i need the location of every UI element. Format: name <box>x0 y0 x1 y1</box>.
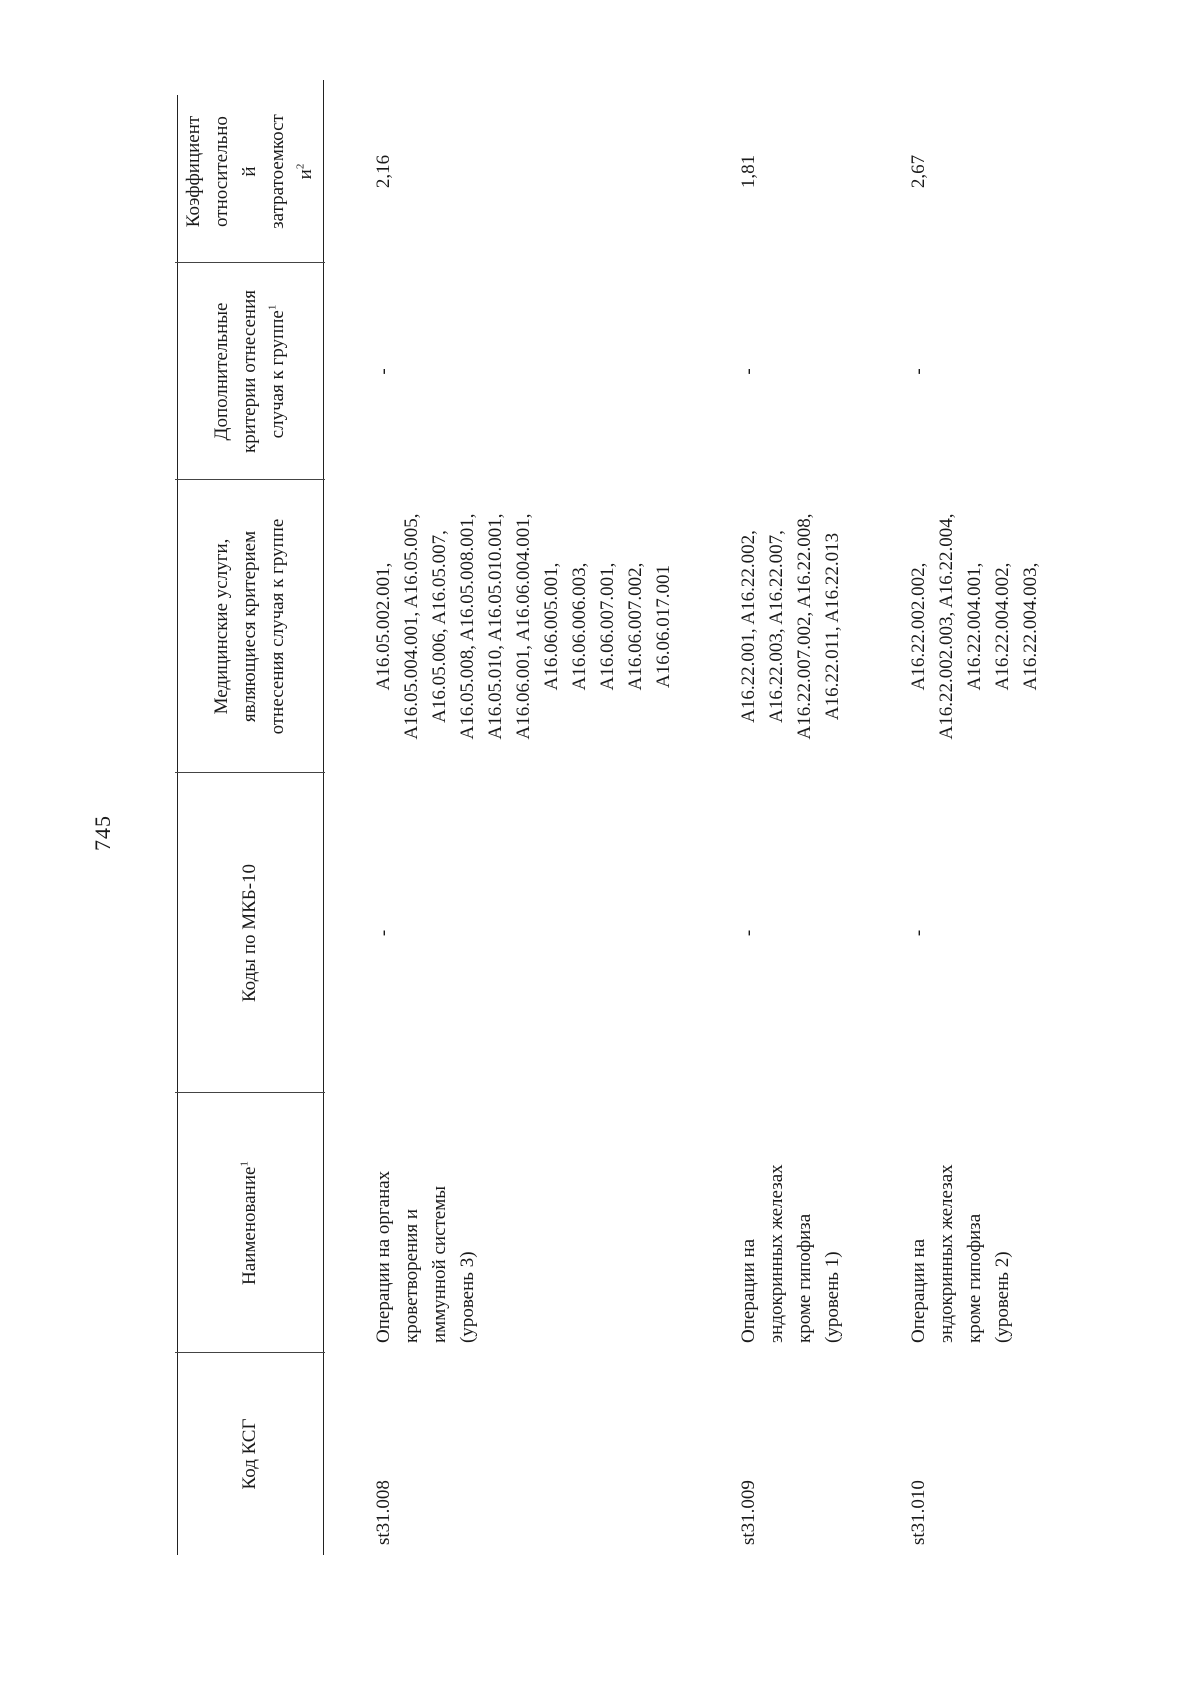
extra-criteria: - <box>908 368 929 375</box>
header-line: случая к группе$^1$ <box>266 304 288 439</box>
header-line: Коэффициент <box>183 115 204 228</box>
header-line: являющиеся критерием <box>239 530 260 723</box>
ksg-code: st31.009 <box>738 1480 759 1545</box>
medical-services <box>905 470 1045 783</box>
name-line: (уровень 1) <box>822 1251 843 1343</box>
service-line: A16.06.017.001 <box>653 565 674 688</box>
service-line: A16.05.002.001, <box>373 562 394 691</box>
name-line: Операции на органах <box>373 1170 394 1343</box>
header-name <box>179 1093 321 1353</box>
ksg-name <box>735 1093 847 1343</box>
service-line: A16.05.004.001, A16.05.005, <box>401 513 422 740</box>
service-line: A16.22.007.002, A16.22.008, <box>794 513 815 740</box>
service-line: A16.22.003, A16.22.007, <box>766 530 787 723</box>
footnote-marker: 1 <box>266 304 279 311</box>
name-line: кроме гипофиза <box>964 1213 985 1343</box>
name-line: эндокринных железах <box>766 1164 787 1343</box>
header-line: Дополнительные <box>211 302 232 441</box>
name-line: (уровень 3) <box>457 1251 478 1343</box>
header-line: отнесения случая к группе <box>267 518 288 735</box>
mkb-codes: - <box>738 929 759 937</box>
service-line: A16.06.007.002, <box>625 562 646 691</box>
name-line: кроветворения и <box>401 1208 422 1343</box>
name-line: Операции на <box>738 1238 759 1343</box>
header-services <box>179 480 321 773</box>
ksg-code: st31.010 <box>908 1480 929 1545</box>
service-line: A16.05.010, A16.05.010.001, <box>485 513 506 740</box>
cost-coefficient: 1,81 <box>738 154 759 189</box>
service-line: A16.22.004.003, <box>1020 562 1041 691</box>
name-line: эндокринных железах <box>936 1164 957 1343</box>
mkb-codes: - <box>908 929 929 937</box>
header-line: затратоемкост <box>267 114 288 229</box>
header-line: $и^2$ <box>294 163 316 180</box>
service-line: A16.22.004.001, <box>964 562 985 691</box>
header-line: Код КСГ <box>239 1418 260 1490</box>
service-line: A16.06.006.003, <box>569 562 590 691</box>
cost-coefficient: 2,67 <box>908 154 929 189</box>
header-line: относительно <box>211 116 232 227</box>
ksg-name <box>370 1093 482 1343</box>
service-line: A16.22.011, A16.22.013 <box>822 532 843 721</box>
mkb-codes: - <box>373 929 394 937</box>
footnote-marker: 2 <box>294 163 307 170</box>
name-line: кроме гипофиза <box>794 1213 815 1343</box>
service-line: A16.06.005.001, <box>541 562 562 691</box>
page-number: 745 <box>90 815 115 851</box>
extra-criteria: - <box>738 368 759 375</box>
service-line: A16.22.001, A16.22.002, <box>738 530 759 723</box>
header-line: Наименование$^1$ <box>238 1161 260 1285</box>
header-mkb <box>179 773 321 1093</box>
footnote-marker: 1 <box>238 1161 251 1167</box>
service-line: A16.06.001, A16.06.004.001, <box>513 513 534 740</box>
ksg-code: st31.008 <box>373 1480 394 1545</box>
cost-coefficient: 2,16 <box>373 154 394 189</box>
extra-criteria: - <box>373 368 394 375</box>
service-line: A16.22.002.002, <box>908 562 929 691</box>
header-code <box>179 1353 321 1555</box>
header-coef <box>179 80 321 263</box>
service-line: A16.05.008, A16.05.008.001, <box>457 513 478 740</box>
service-line: A16.22.004.002, <box>992 562 1013 691</box>
header-line: Коды по МКБ-10 <box>239 863 260 1003</box>
service-line: A16.06.007.001, <box>597 562 618 691</box>
service-line: A16.22.002.003, A16.22.004, <box>936 513 957 740</box>
medical-services <box>370 470 678 783</box>
name-line: иммунной системы <box>429 1185 450 1343</box>
name-line: (уровень 2) <box>992 1251 1013 1343</box>
service-line: A16.05.006, A16.05.007, <box>429 530 450 723</box>
header-bottom-rule <box>323 80 324 1555</box>
header-line: Медицинские услуги, <box>211 538 232 715</box>
name-line: Операции на <box>908 1238 929 1343</box>
medical-services <box>735 470 847 783</box>
table-top-rule <box>177 95 178 1555</box>
header-line: й <box>239 166 260 177</box>
ksg-name <box>905 1093 1017 1343</box>
header-criteria <box>179 263 321 480</box>
ksg-table <box>175 80 1041 1555</box>
header-line: критерии отнесения <box>239 289 260 454</box>
